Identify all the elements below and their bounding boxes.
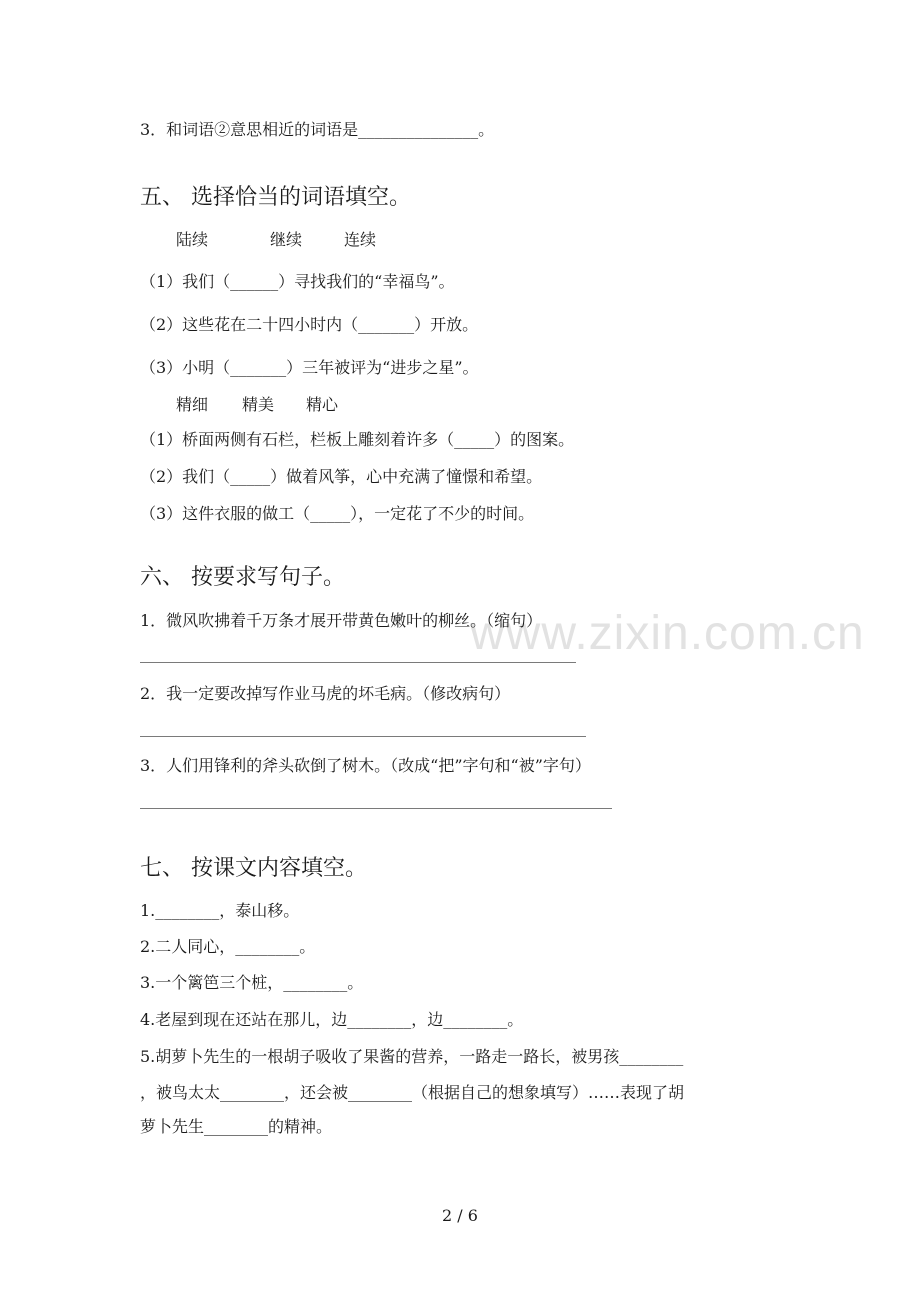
answer-line[interactable] <box>140 808 612 809</box>
word-choices-2 <box>176 395 338 415</box>
fill-item: （2）我们（_____）做着风筝，心中充满了憧憬和希望。 <box>140 467 543 486</box>
page-number: 2 / 6 <box>442 1206 478 1225</box>
fill-item: （3）这件衣服的做工（_____），一定花了不少的时间。 <box>140 504 535 523</box>
recite-item: 5.胡萝卜先生的一根胡子吸收了果酱的营养，一路走一路长，被男孩________ <box>140 1047 684 1066</box>
word-choice: 精细 <box>176 395 209 414</box>
word-choice: 精心 <box>306 395 339 414</box>
section-5-heading: 五、 选择恰当的词语填空。 <box>140 185 411 210</box>
fill-item: （2）这些花在二十四小时内（_______）开放。 <box>140 315 479 334</box>
word-choice: 陆续 <box>176 230 209 249</box>
question-3: 3．和词语②意思相近的词语是_______________。 <box>140 120 495 139</box>
recite-item-continued: ，被鸟太太________，还会被________（根据自己的想象填写）……表现了胡 <box>140 1083 685 1102</box>
recite-item: 3.一个篱笆三个桩，________。 <box>140 973 364 992</box>
answer-line[interactable] <box>140 736 586 737</box>
recite-item: 2.二人同心，________。 <box>140 937 316 956</box>
rewrite-item: 1．微风吹拂着千万条才展开带黄色嫩叶的柳丝。（缩句） <box>140 611 543 630</box>
recite-item: 4.老屋到现在还站在那儿，边________，边________。 <box>140 1010 524 1029</box>
section-7-heading: 七、 按课文内容填空。 <box>140 856 367 881</box>
word-choices-1 <box>176 230 376 250</box>
fill-item: （1）桥面两侧有石栏，栏板上雕刻着许多（_____）的图案。 <box>140 430 575 449</box>
word-choice: 连续 <box>344 230 377 249</box>
word-choice: 继续 <box>270 230 303 249</box>
fill-item: （1）我们（______）寻找我们的“幸福鸟”。 <box>140 272 455 291</box>
fill-item: （3）小明（_______）三年被评为“进步之星”。 <box>140 358 479 377</box>
rewrite-item: 3．人们用锋利的斧头砍倒了树木。（改成“把”字句和“被”字句） <box>140 756 591 775</box>
watermark: www.zixin.com.cn <box>470 607 865 660</box>
section-6-heading: 六、 按要求写句子。 <box>140 565 345 590</box>
rewrite-item: 2．我一定要改掉写作业马虎的坏毛病。（修改病句） <box>140 684 511 703</box>
recite-item: 1.________，泰山移。 <box>140 901 300 920</box>
recite-item-continued: 萝卜先生________的精神。 <box>140 1117 333 1136</box>
answer-line[interactable] <box>140 662 576 663</box>
word-choice: 精美 <box>242 395 275 414</box>
